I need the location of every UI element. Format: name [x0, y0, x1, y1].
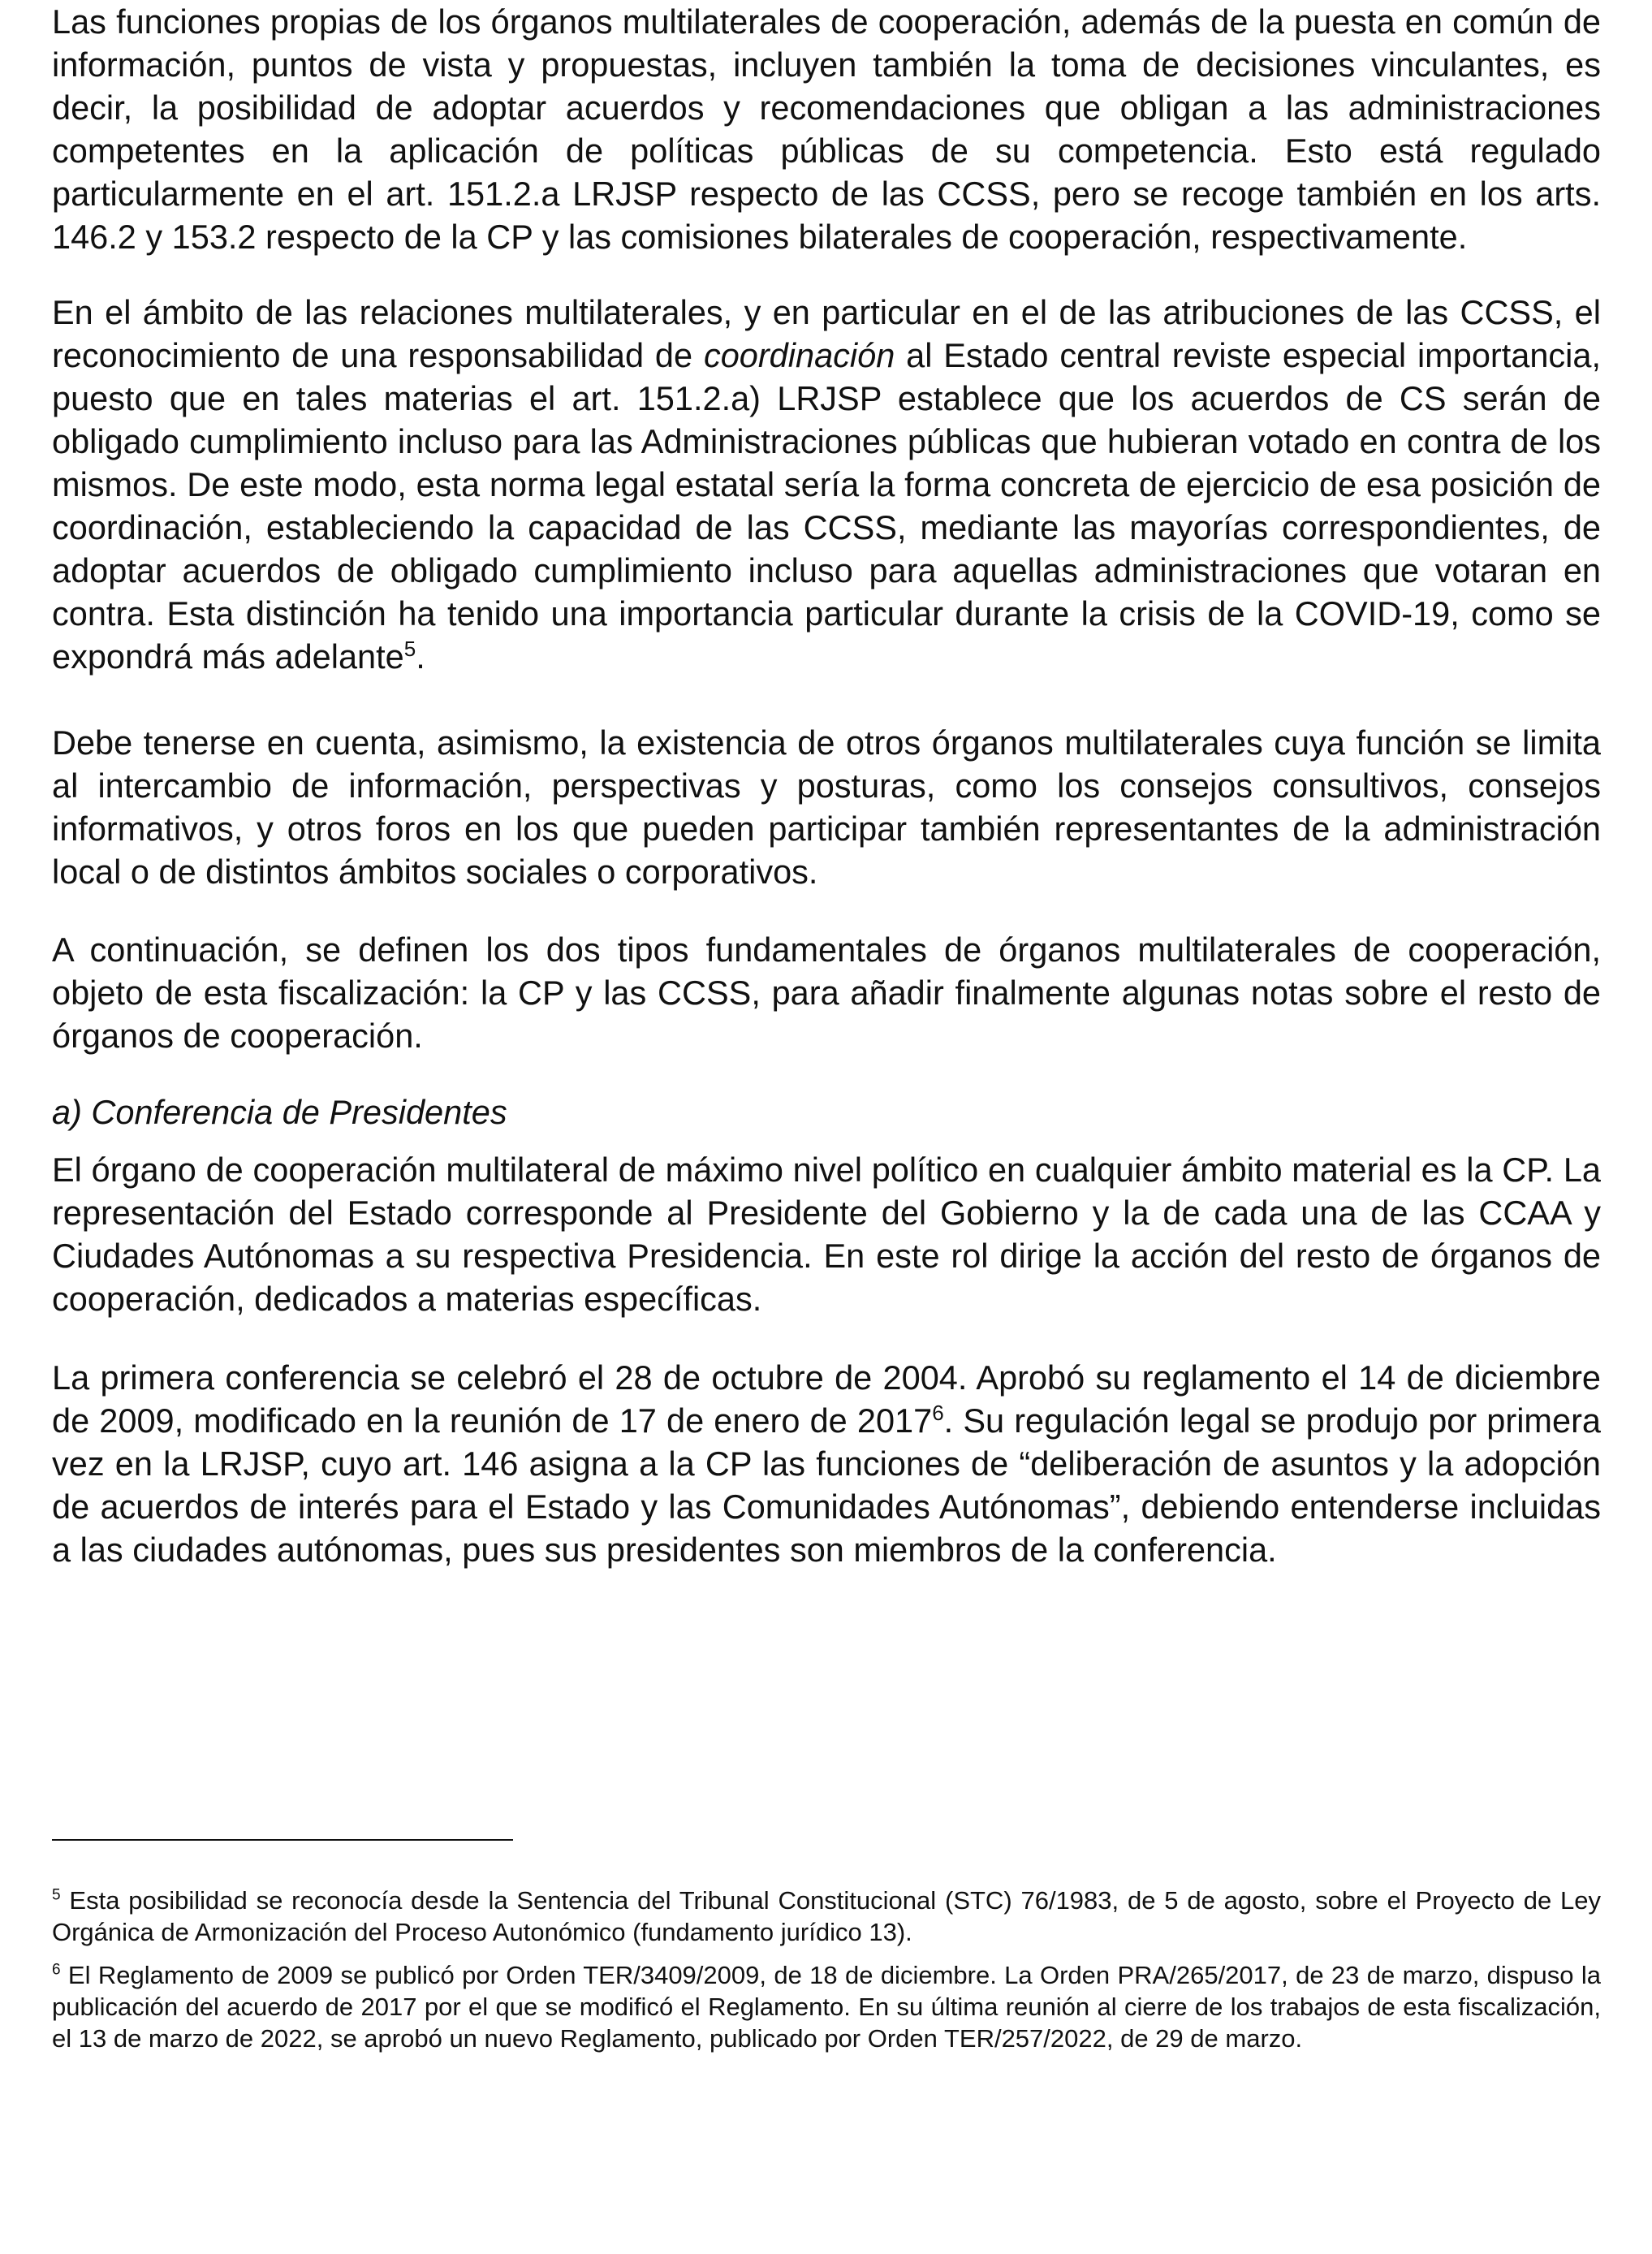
paragraph-cp-history: [52, 1356, 1601, 1571]
paragraph-text-start: En el ámbito de las relaciones multilaterales, y en particular en el de las atribuciones de las CCSS, el reconocimiento de una responsabilidad de: [52, 293, 1601, 374]
section-heading-conferencia-presidentes: a) Conferencia de Presidentes: [52, 1093, 507, 1131]
footnote-ref-5[interactable]: 5: [403, 637, 416, 662]
paragraph-text-rest: al Estado central reviste especial importancia, puesto que en tales materias el art. 151.2.a) LRJSP establece que los acuerdos de CS serán de obligado cumplimiento incluso para las Administraciones públicas que hubieran votado en contra de los mismos. De este modo, esta norma legal estatal sería la forma concreta de ejercicio de esa posición de coordinación, estableciendo la capacidad de las CCSS, mediante las mayorías correspondientes, de adoptar acuerdos de obligado cumplimiento incluso para aquellas administraciones que votaran en contra. Esta distinción ha tenido una importancia particular durante la crisis de la COVID-19, como se expondrá más adelante: [52, 336, 1601, 676]
paragraph-text: Debe tenerse en cuenta, asimismo, la existencia de otros órganos multilaterales cuya función se limita al intercambio de información, perspectivas y posturas, como los consejos consultivos, consejos informativos, y otros foros en los que pueden participar también representantes de la administración local o de distintos ámbitos sociales o corporativos.: [52, 723, 1601, 891]
footnote-text: El Reglamento de 2009 se publicó por Orden TER/3409/2009, de 18 de diciembre. La Orden PRA/265/2017, de 23 de marzo, dispuso la publicación del acuerdo de 2017 por el que se modificó el Reglamento. En su última reunión al cierre de los trabajos de esta fiscalización, el 13 de marzo de 2022, se aprobó un nuevo Reglamento, publicado por Orden TER/257/2022, de 29 de marzo.: [52, 1961, 1601, 2053]
footnote-text: Esta posibilidad se reconocía desde la Sentencia del Tribunal Constitucional (STC) 76/1983, de 5 de agosto, sobre el Proyecto de Ley Orgánica de Armonización del Proceso Autonómico (fundamento jurídico 13).: [52, 1886, 1601, 1946]
emphasis-coordinacion: coordinación: [703, 336, 895, 374]
paragraph-other-bodies: [52, 721, 1601, 893]
footnote-ref-6[interactable]: 6: [932, 1401, 944, 1426]
paragraph-text-end: .: [416, 637, 425, 676]
paragraph-text: A continuación, se definen los dos tipos fundamentales de órganos multilaterales de cooperación, objeto de esta fiscalización: la CP y las CCSS, para añadir finalmente algunas notas sobre el resto de órganos de cooperación.: [52, 931, 1601, 1055]
paragraph-text-start: La primera conferencia se celebró el 28 de octubre de 2004. Aprobó su reglamento el 14 de diciembre de 2009, modificado en la reunión de 17 de enero de 2017: [52, 1358, 1601, 1440]
footnote-number: 5: [52, 1886, 61, 1904]
paragraph-binding-decisions: [52, 0, 1601, 258]
paragraph-cp-definition: [52, 1148, 1601, 1320]
paragraph-text: Las funciones propias de los órganos multilaterales de cooperación, además de la puesta en común de información, puntos de vista y propuestas, incluyen también la toma de decisiones vinculantes, es decir, la posibilidad de adoptar acuerdos y recomendaciones que obligan a las administraciones competentes en la aplicación de políticas públicas de su competencia. Esto está regulado particularmente en el art. 151.2.a LRJSP respecto de las CCSS, pero se recoge también en los arts. 146.2 y 153.2 respecto de la CP y las comisiones bilaterales de cooperación, respectivamente.: [52, 2, 1601, 256]
footnote-6: [52, 1959, 1601, 2054]
footnote-number: 6: [52, 1961, 61, 1979]
paragraph-text: El órgano de cooperación multilateral de máximo nivel político en cualquier ámbito material es la CP. La representación del Estado corresponde al Presidente del Gobierno y la de cada una de las CCAA y Ciudades Autónomas a su respectiva Presidencia. En este rol dirige la acción del resto de órganos de cooperación, dedicados a materias específicas.: [52, 1151, 1601, 1318]
paragraph-text-rest: . Su regulación legal se produjo por primera vez en la LRJSP, cuyo art. 146 asigna a la CP las funciones de “deliberación de asuntos y la adopción de acuerdos de interés para el Estado y las Comunidades Autónomas”, debiendo entenderse incluidas a las ciudades autónomas, pues sus presidentes son miembros de la conferencia.: [52, 1401, 1601, 1569]
paragraph-coordination: [52, 291, 1601, 678]
footnote-separator: [52, 1839, 513, 1841]
paragraph-definitions-intro: [52, 928, 1601, 1057]
footnote-5: [52, 1885, 1601, 1948]
